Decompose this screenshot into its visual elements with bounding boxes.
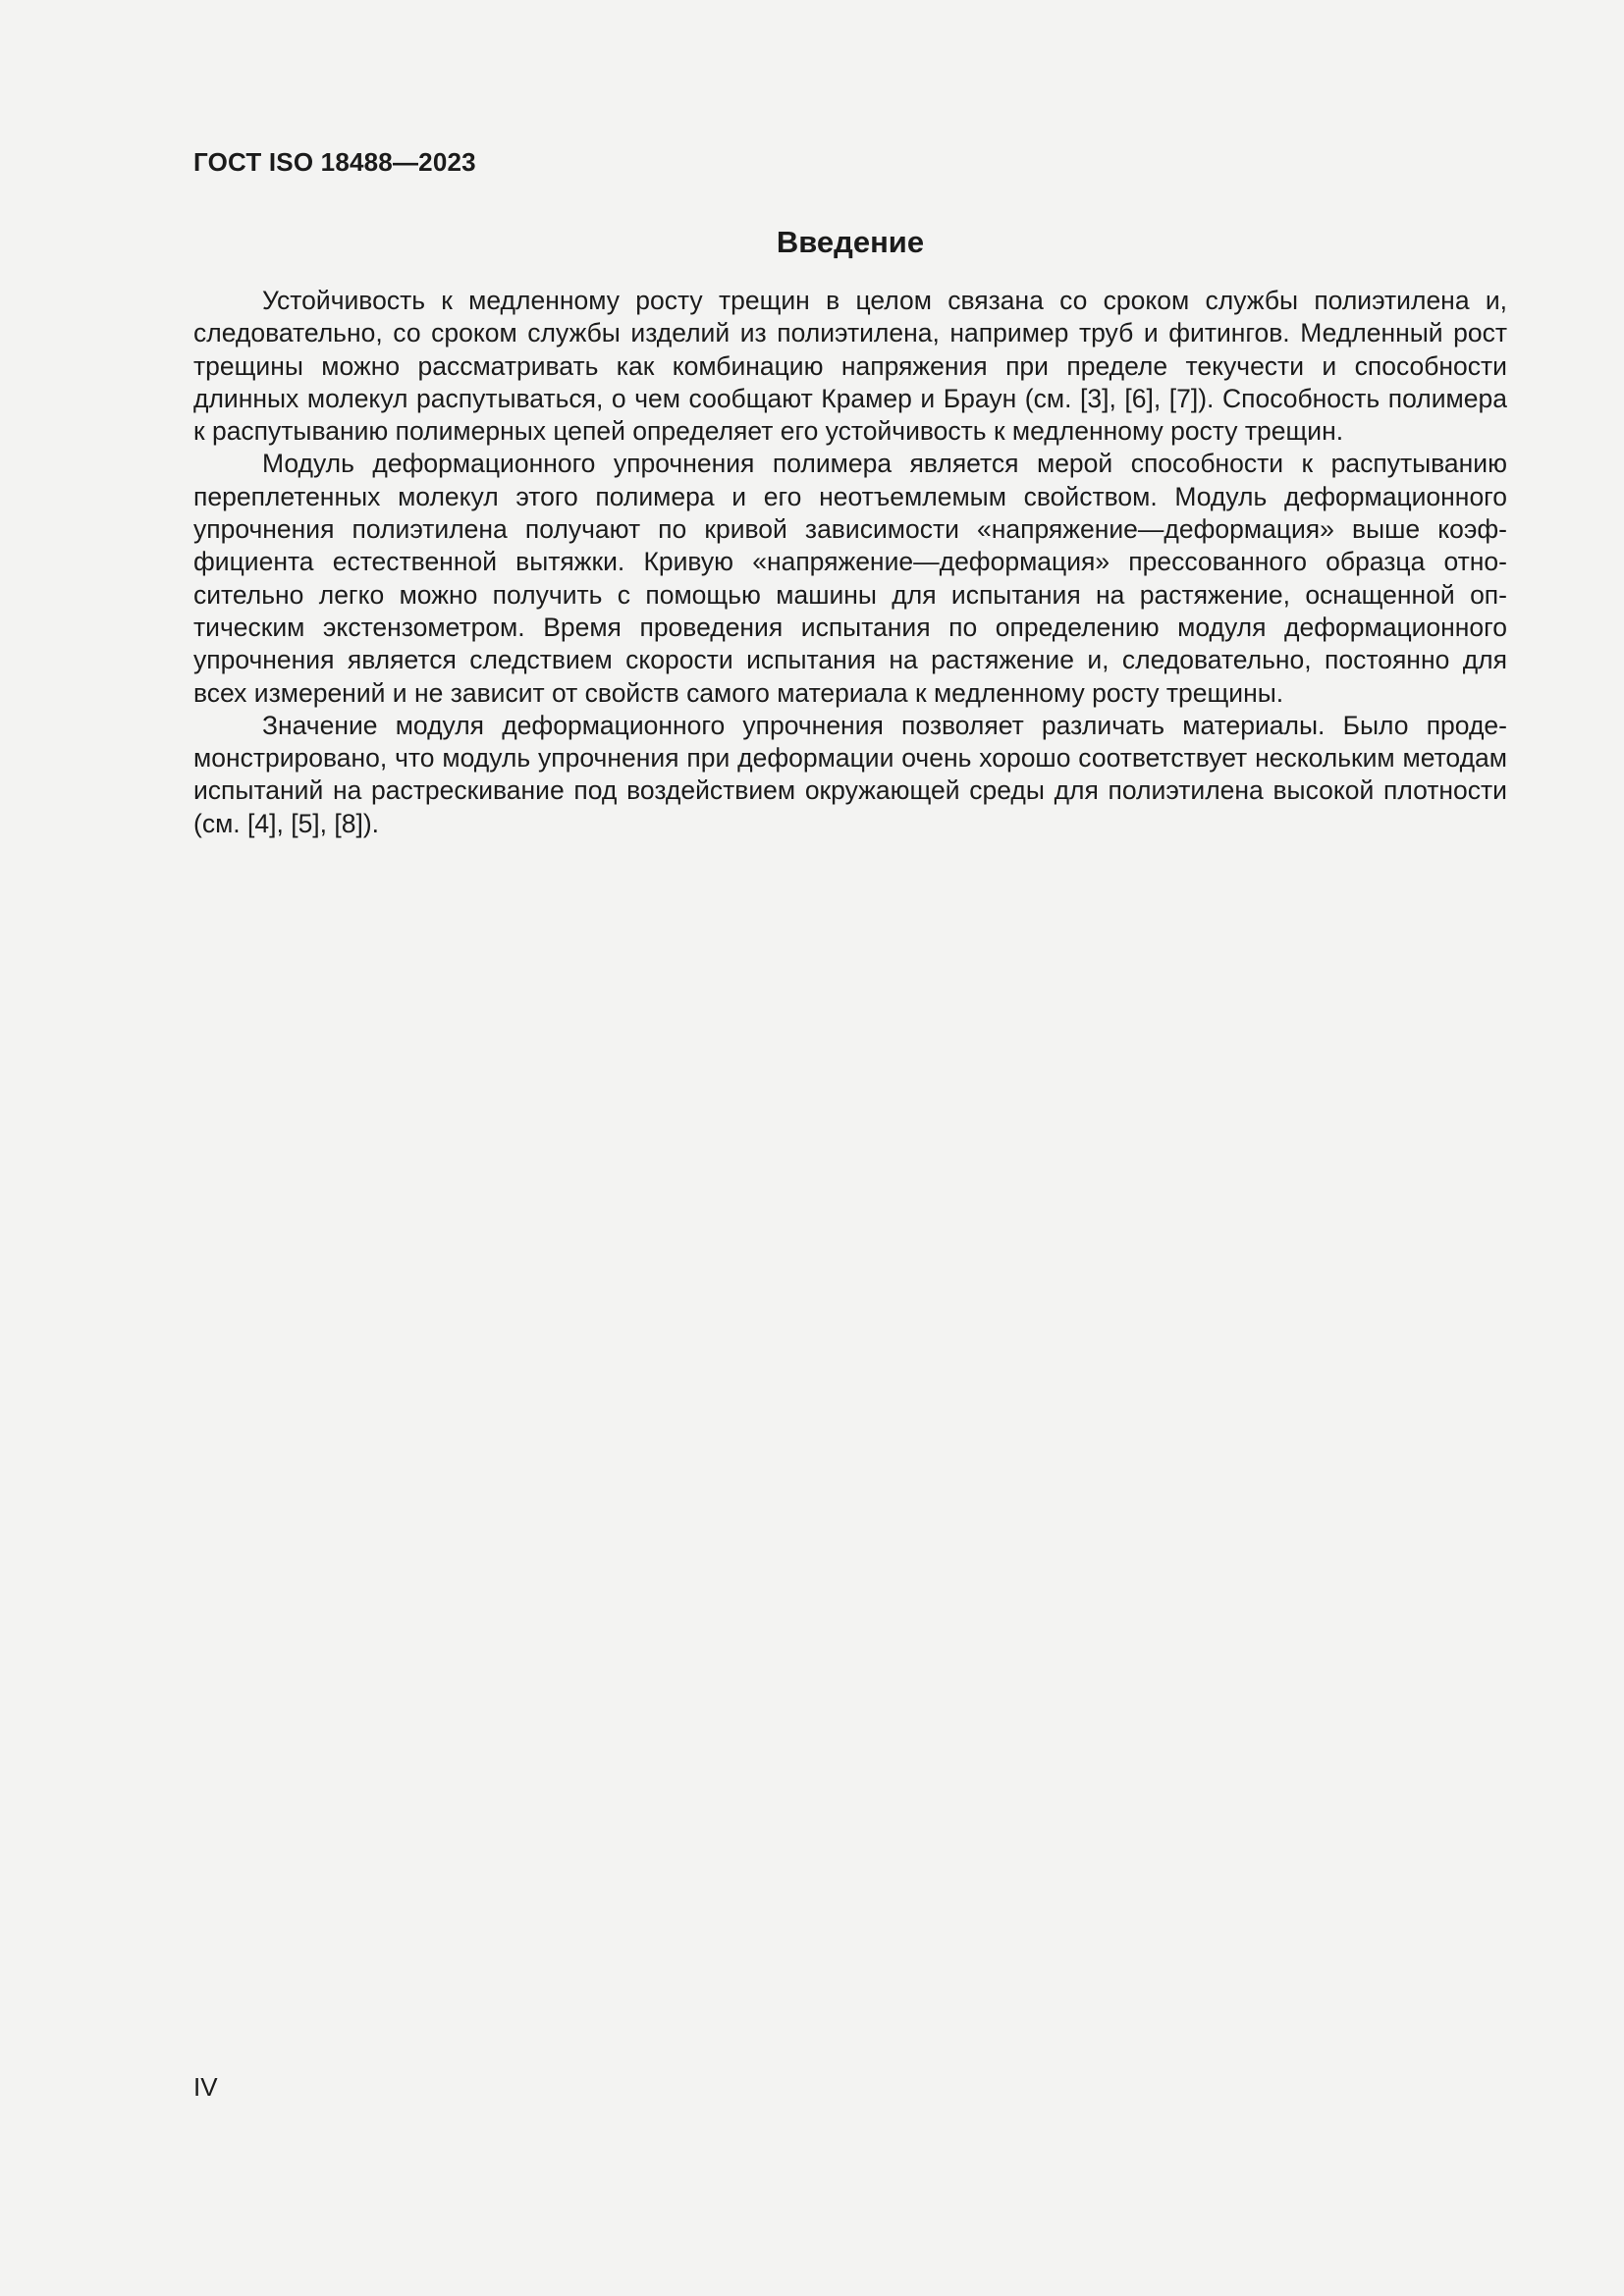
paragraph-3: Значение модуля деформационного упрочнения позволяет различать материалы. Было продемонстрировано, что модуль упрочнения при деформации очень хорошо соответствует нескольким методам испытаний на растрескивание под воздействием окружающей среды для полиэтилена высокой плотности (см. [4], [5], [8]). [193,710,1507,838]
section-title: Введение [776,225,925,259]
page-number: IV [193,2072,218,2102]
document-header-standard-id: ГОСТ ISO 18488—2023 [193,147,476,177]
paragraph-1: Устойчивость к медленному росту трещин в целом связана со сроком службы полиэтилена и, следовательно, со сроком службы изделий из полиэтилена, например труб и фитингов. Медленный рост трещины можно рассматривать как комбинацию напряжения при пределе текучести и способности длинных молекул распутываться, о чем сообщают Крамер и Браун (см. [3], [6], [7]). Способность полимера к распутыванию полимерных цепей определяет его устойчивость к медленному росту трещин. [193,286,1507,447]
paragraph-2: Модуль деформационного упрочнения полимера является мерой способности к распутыванию переплетенных молекул этого полимера и его неотъемлемым свойством. Модуль деформационного упрочнения полиэтилена получают по кривой зависимости «напряжение—деформация» выше коэффициента естественной вытяжки. Кривую «напряжение—деформация» прессованного образца относительно легко можно получить с помощью машины для испытания на растяжение, оснащенной оптическим экстензометром. Время проведения испытания по определению модуля деформационного упрочнения является следствием скорости испытания на растяжение и, следовательно, постоянно для всех измерений и не зависит от свойств самого материала к медленному росту трещины. [193,449,1507,708]
introduction-body [193,285,1507,840]
